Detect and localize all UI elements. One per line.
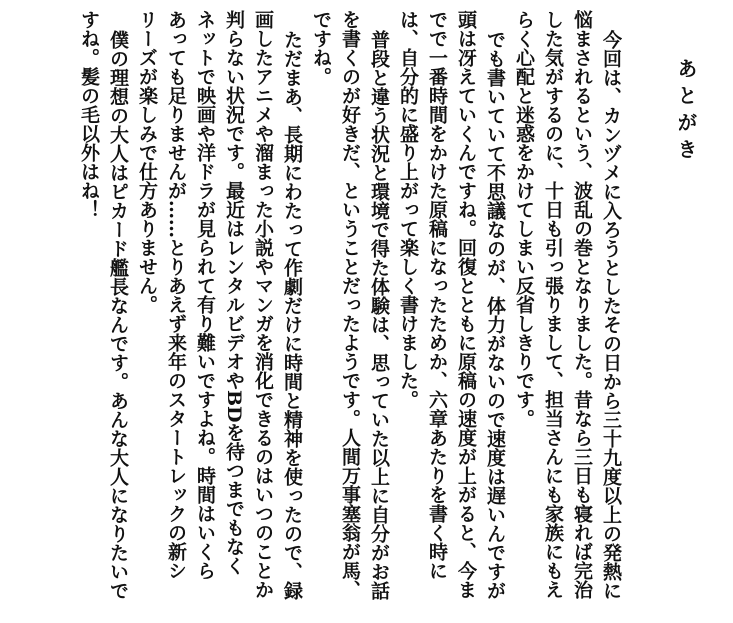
text-column-12: ただまあ、長期にわたって作劇だけに時間と精神を使ったので、録: [281, 30, 303, 600]
text-column-17: リーズが楽しみで仕方ありません。: [136, 10, 158, 314]
idiom-text: 人間万事塞翁が馬、: [339, 428, 361, 599]
text-column-19: すね。髪の毛以外はね！: [78, 10, 100, 219]
text-column-1: 今回は、カンヅメに入ろうとしたその日から三十九度以上の発熱に: [600, 30, 622, 600]
text-column-7: でで一番時間をかけた原稿になったためか、六章あたりを書く時に: [426, 10, 448, 580]
text-column-2: 悩まされるという、波乱の巻となりました。昔なら三日も寝れば完治: [571, 10, 593, 599]
text-column-13: 画したアニメや溜まった小説やマンガを消化できるのはいつのことか: [252, 10, 274, 599]
text-column-16: あっても足りませんが……とりあえず来年のスタートレックの新シ: [165, 10, 187, 580]
text-column-8: は、自分的に盛り上がって楽しく書けました。: [397, 10, 419, 409]
text-column-4: らく心配と迷惑をかけてしまい反省しきりです。: [513, 10, 535, 428]
text-column-10: [335, 10, 365, 599]
text-column-10-main: を書くのが好きだ、ということだったようです。: [339, 10, 361, 428]
page-title: あとがき: [674, 58, 698, 166]
text-column-6: 頭は冴えていくんですね。回復とともに原稿の速度が上がると、今ま: [455, 10, 477, 599]
text-column-15: ネットで映画や洋ドラが見られて有り難いですよね。時間はいくら: [194, 10, 216, 580]
text-column-18: 僕の理想の大人はピカード艦長なんです。あんな大人になりたいで: [107, 30, 129, 600]
text-column-3: した気がするのに、十日も引っ張りまして、担当さんにも家族にもえ: [542, 10, 564, 599]
text-column-14: 判らない状況です。最近はレンタルビデオやBDを待つまでもなく: [223, 10, 245, 575]
text-column-5: でも書いていて不思議なのが、体力がないので速度は遅いんですが: [484, 30, 506, 600]
text-column-9: 普段と違う状況と環境で得た体験は、思っていた以上に自分がお話: [368, 30, 390, 600]
text-column-11: ですね。: [310, 10, 332, 86]
